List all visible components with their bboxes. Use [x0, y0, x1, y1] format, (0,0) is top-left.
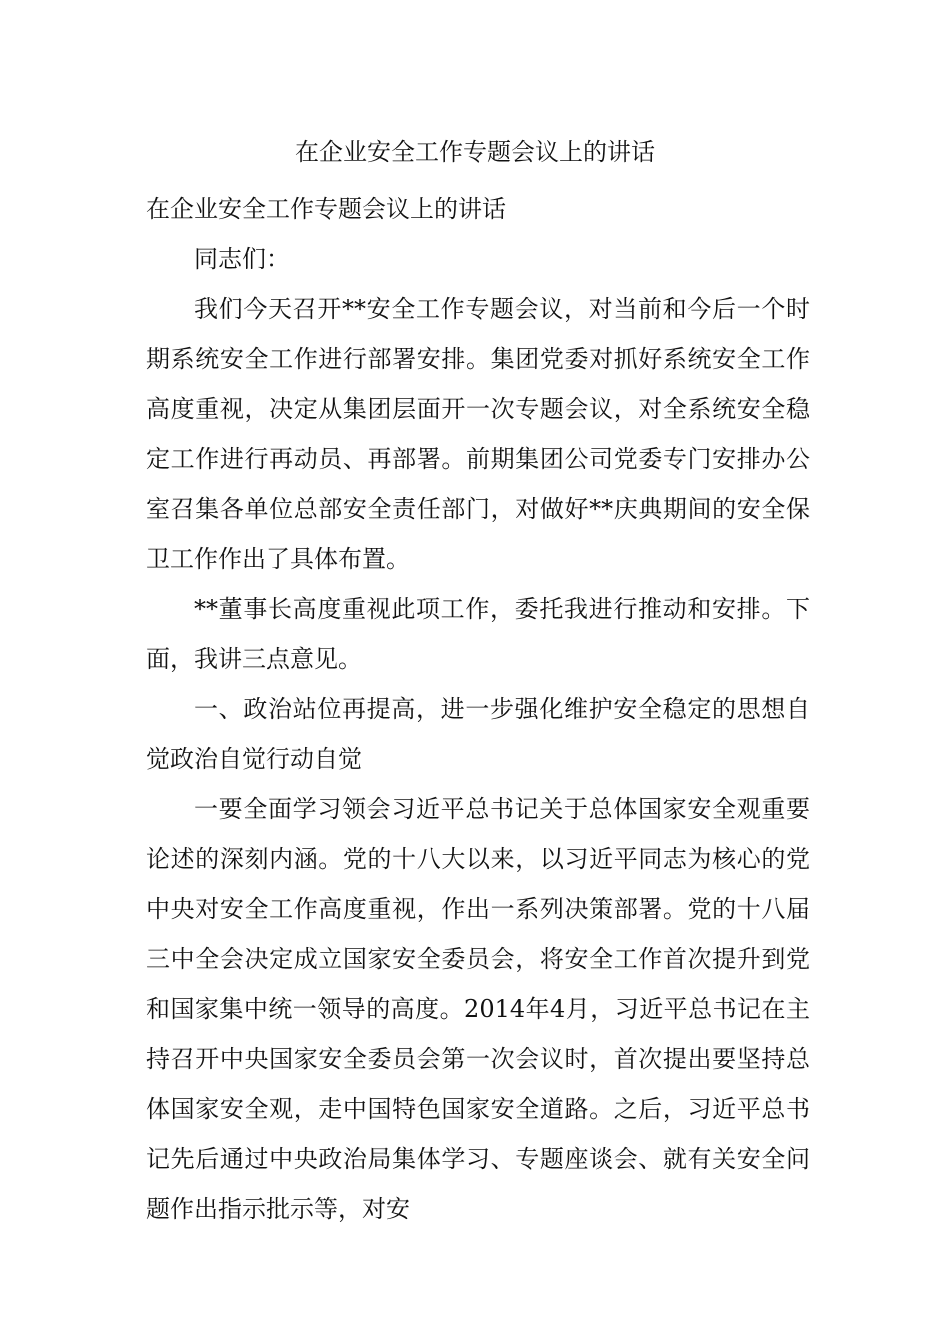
document-title: 在企业安全工作专题会议上的讲话: [295, 138, 655, 166]
body-heading: 在企业安全工作专题会议上的讲话: [146, 195, 506, 223]
document-body: [146, 184, 810, 1234]
paragraph-chairman: **董事长高度重视此项工作，委托我进行推动和安排。下面，我讲三点意见。: [146, 595, 810, 673]
paragraph-intro: 我们今天召开**安全工作专题会议，对当前和今后一个时期系统安全工作进行部署安排。集团党委对抓好系统安全工作高度重视，决定从集团层面开一次专题会议，对全系统安全稳定工作进行再动员、再部署。前期集团公司党委专门安排办公室召集各单位总部安全责任部门，对做好**庆典期间的安全保卫工作作出了具体布置。: [146, 295, 810, 573]
paragraph-study: 一要全面学习领会习近平总书记关于总体国家安全观重要论述的深刻内涵。党的十八大以来，以习近平同志为核心的党中央对安全工作高度重视，作出一系列决策部署。党的十八届三中全会决定成立国家安全委员会，将安全工作首次提升到党和国家集中统一领导的高度。2014年4月，习近平总书记在主持召开中央国家安全委员会第一次会议时，首次提出要坚持总体国家安全观，走中国特色国家安全道路。之后，习近平总书记先后通过中央政治局集体学习、专题座谈会、就有关安全问题作出指示批示等，对安: [146, 795, 810, 1223]
salutation: 同志们：: [194, 245, 290, 273]
section-heading-one: 一、政治站位再提高，进一步强化维护安全稳定的思想自觉政治自觉行动自觉: [146, 695, 810, 773]
